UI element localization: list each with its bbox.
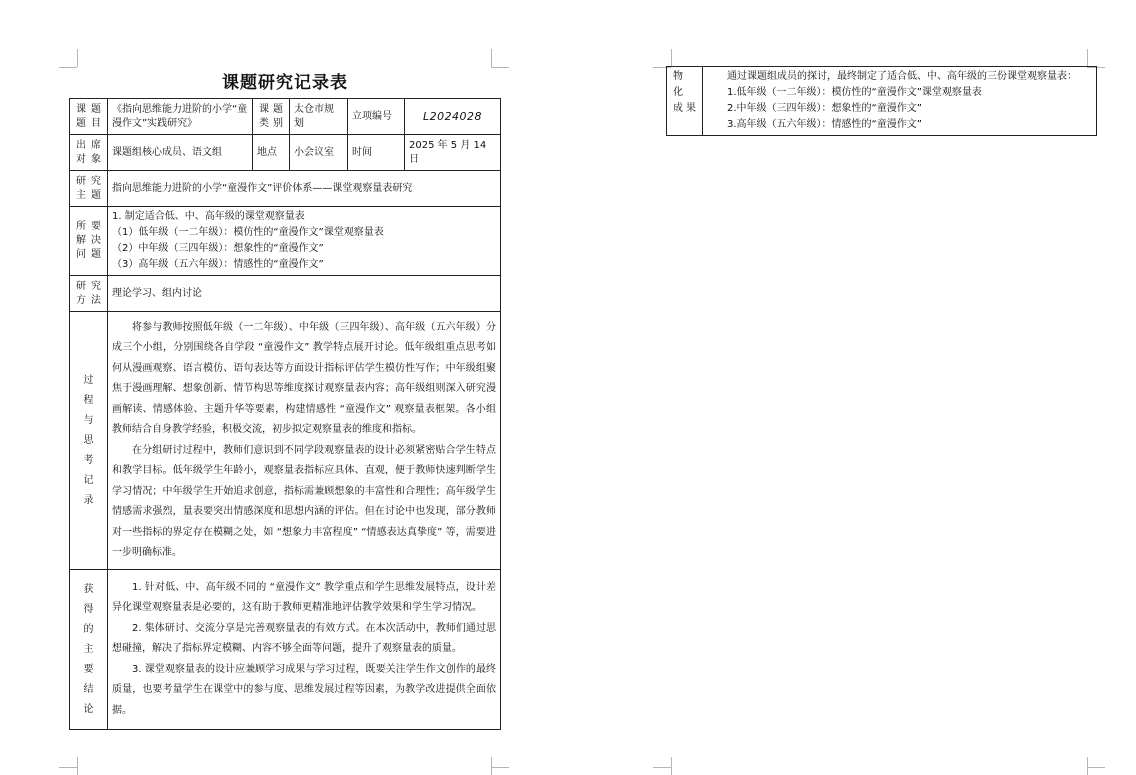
crop-mark — [1087, 49, 1088, 67]
problems-label: 所 要 解 决 问题 — [70, 207, 108, 276]
method-value: 理论学习、组内讨论 — [108, 276, 501, 312]
category-label: 课 题 类别 — [253, 99, 290, 135]
table-row — [70, 276, 501, 312]
crop-mark — [653, 767, 671, 768]
result-line: 3.高年级（五六年级）：情感性的“童漫作文” — [727, 119, 922, 130]
category-value: 太仓市规划 — [290, 99, 348, 135]
crop-mark — [491, 49, 492, 67]
result-value — [703, 67, 1097, 136]
problem-line: 1. 制定适合低、中、高年级的课堂观察量表 — [112, 211, 305, 222]
time-label: 时间 — [348, 135, 405, 171]
conclusion-value — [108, 570, 501, 730]
process-paragraph: 将参与教师按照低年级（一二年级）、中年级（三四年级）、高年级（五六年级）分成三个小组，分别围绕各自学段 “童漫作文” 教学特点展开讨论。低年级组重点思考如何从漫画观察、语言模仿、语句表达等方面设计指标评估学生模仿性写作；中年级组聚焦于漫画理解、想象创新、情节构思等维度探讨观察量表内容；高年级组则深入研究漫画解读、情感体验、主题升华等要素，构建情感性 “童漫作文” 观察量表框架。各小组教师结合自身教学经验，积极交流，初步拟定观察量表的维度和指标。 — [112, 321, 496, 435]
table-row — [70, 207, 501, 276]
record-table — [69, 98, 501, 730]
crop-mark — [77, 757, 78, 775]
process-label: 过程与思考记录 — [70, 312, 108, 570]
problem-line: （2）中年级（三四年级）：想象性的“童漫作文” — [112, 243, 324, 254]
conclusion-paragraph: 1. 针对低、中、高年级不同的 “童漫作文” 教学重点和学生思维发展特点，设计差异化课堂观察量表是必要的，这有助于教师更精准地评估教学效果和学生学习情况。 — [112, 581, 496, 614]
result-line: 通过课题组成员的探讨，最终制定了适合低、中、高年级的三份课堂观察量表： — [727, 71, 1077, 82]
problem-line: （3）高年级（五六年级）：情感性的“童漫作文” — [112, 259, 324, 270]
document-page-right — [568, 0, 1136, 775]
crop-mark — [671, 49, 672, 67]
table-row — [667, 67, 1097, 136]
approval-label: 立项编号 — [348, 99, 405, 135]
crop-mark — [1087, 757, 1088, 775]
process-value — [108, 312, 501, 570]
crop-mark — [1087, 767, 1105, 768]
table-row — [70, 570, 501, 730]
process-paragraph: 在分组研讨过程中，教师们意识到不同学段观察量表的设计必须紧密贴合学生特点和教学目标。低年级学生年龄小，观察量表指标应具体、直观，便于教师快速判断学生学习情况；中年级学生开始追求创意，指标需兼顾想象的丰富性和合理性；高年级学生情感需求强烈，量表要突出情感深度和思想内涵的评估。但在讨论中也发现，部分教师对一些指标的界定存在模糊之处，如 “想象力丰富程度” “情感表达真挚度” 等，需要进一步明确标准。 — [112, 444, 496, 558]
attendees-value: 课题组核心成员、语文组 — [108, 135, 253, 171]
theme-value: 指向思维能力进阶的小学“童漫作文”评价体系——课堂观察量表研究 — [108, 171, 501, 207]
result-label: 物 化 成果 — [667, 67, 703, 136]
problem-line: （1）低年级（一二年级）：模仿性的“童漫作文”课堂观察量表 — [112, 227, 384, 238]
attendees-label: 出 席 对象 — [70, 135, 108, 171]
table-row — [70, 171, 501, 207]
conclusion-paragraph: 2. 集体研讨、交流分享是完善观察量表的有效方式。在本次活动中，教师们通过思想碰撞，解决了指标界定模糊、内容不够全面等问题，提升了观察量表的质量。 — [112, 622, 496, 655]
crop-mark — [491, 757, 492, 775]
result-line: 1.低年级（一二年级）：模仿性的“童漫作文”课堂观察量表 — [727, 87, 982, 98]
result-table — [666, 66, 1097, 136]
theme-label: 研 究 主题 — [70, 171, 108, 207]
problems-value — [108, 207, 501, 276]
result-line: 2.中年级（三四年级）：想象性的“童漫作文” — [727, 103, 922, 114]
time-value: 2025 年 5 月 14 日 — [405, 135, 501, 171]
topic-label: 课 题 题目 — [70, 99, 108, 135]
document-title: 课题研究记录表 — [222, 73, 348, 93]
approval-value: L2024028 — [405, 99, 501, 135]
location-label: 地点 — [253, 135, 290, 171]
crop-mark — [59, 767, 77, 768]
method-label: 研 究 方法 — [70, 276, 108, 312]
table-row — [70, 312, 501, 570]
conclusion-paragraph: 3. 课堂观察量表的设计应兼顾学习成果与学习过程，既要关注学生作文创作的最终质量，也要考量学生在课堂中的参与度、思维发展过程等因素，为教学改进提供全面依据。 — [112, 663, 496, 716]
topic-value: 《指向思维能力进阶的小学“童漫作文”实践研究》 — [108, 99, 253, 135]
table-row — [70, 99, 501, 135]
crop-mark — [77, 49, 78, 67]
crop-mark — [671, 757, 672, 775]
conclusion-label: 获得的主要结论 — [70, 570, 108, 730]
location-value: 小会议室 — [290, 135, 348, 171]
table-row — [70, 135, 501, 171]
crop-mark — [491, 767, 509, 768]
